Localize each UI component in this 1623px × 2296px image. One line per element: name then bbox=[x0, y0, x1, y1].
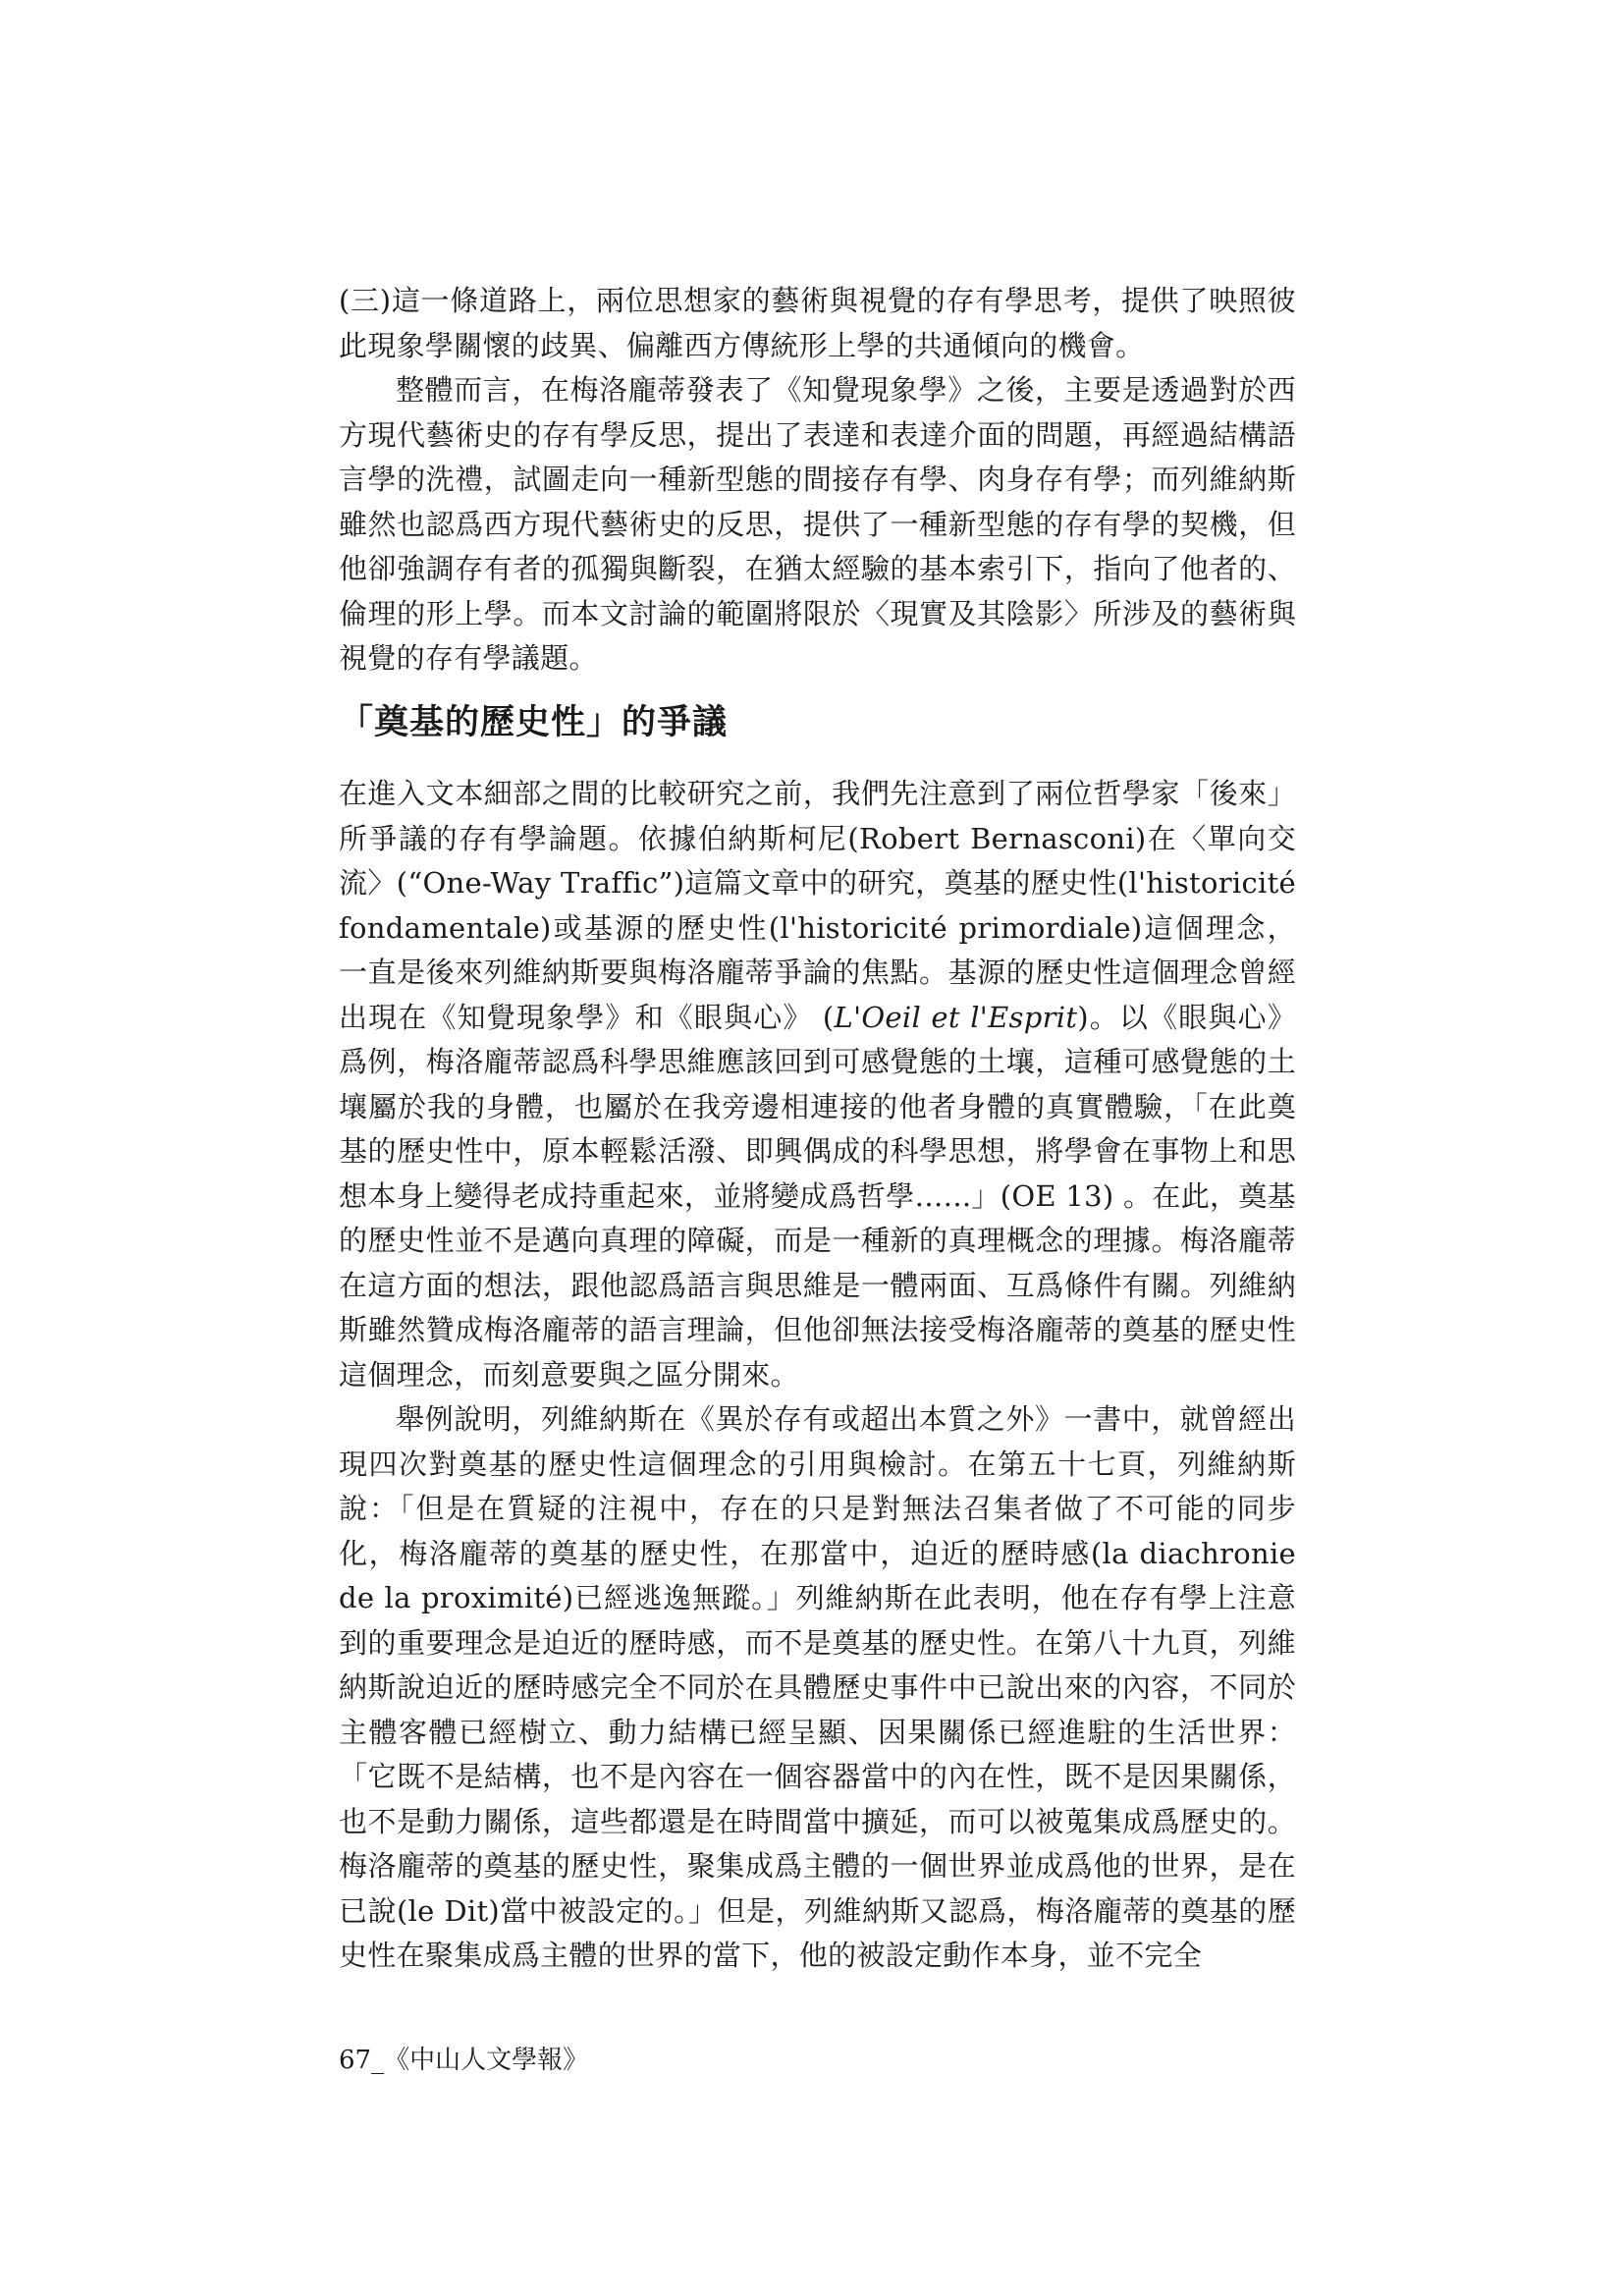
section-text-block bbox=[339, 772, 1296, 1979]
paragraph bbox=[339, 772, 1296, 1397]
intro-text-block bbox=[339, 279, 1296, 682]
paragraph-text: )。以《眼與心》爲例，梅洛龐蒂認爲科學思維應該回到可感覺態的土壤，這種可感覺態的土壤屬於我的身體，也屬於在我旁邊相連接的他者身體的真實體驗，「在此奠基的歷史性中，原本輕鬆活潑、即興偶成的科學思想，將學會在事物上和思想本身上變得老成持重起來，並將變成爲哲學…...」(OE 13) 。在此，奠基的歷史性並不是邁向真理的障礙，而是一種新的真理概念的理據。梅洛龐蒂在這方面的想法，跟他認爲語言與思維是一體兩面、互爲條件有關。列維納斯雖然贊成梅洛龐蒂的語言理論，但他卻無法接受梅洛龐蒂的奠基的歷史性這個理念，而刻意要與之區分開來。 bbox=[339, 1000, 1297, 1392]
paragraph: (三)這一條道路上，兩位思想家的藝術與視覺的存有學思考，提供了映照彼此現象學關懷的歧異、偏離西方傳統形上學的共通傾向的機會。 bbox=[339, 284, 1296, 362]
paragraph: 整體而言，在梅洛龐蒂發表了《知覺現象學》之後，主要是透過對於西方現代藝術史的存有學反思，提出了表達和表達介面的問題，再經過結構語言學的洗禮，試圖走向一種新型態的間接存有學、肉身存有學；而列維納斯雖然也認爲西方現代藝術史的反思，提供了一種新型態的存有學的契機，但他卻強調存有者的孤獨與斷裂，在猶太經驗的基本索引下，指向了他者的、倫理的形上學。而本文討論的範圍將限於〈現實及其陰影〉所涉及的藝術與視覺的存有學議題。 bbox=[339, 373, 1296, 675]
paragraph-text: 在進入文本細部之間的比較研究之前，我們先注意到了兩位哲學家「後來」所爭議的存有學論題。依據伯納斯柯尼(Robert Bernasconi)在〈單向交流〉(“One-Way Traffic”)這篇文章中的研究，奠基的歷史性(l'historicité fondamentale)或基源的歷史性(l'historicité primordiale)這個理念，一直是後來列維納斯要與梅洛龐蒂爭論的焦點。基源的歷史性這個理念曾經出現在《知覺現象學》和《眼與心》 ( bbox=[339, 777, 1296, 1034]
paragraph: 舉例說明，列維納斯在《異於存有或超出本質之外》一書中，就曾經出現四次對奠基的歷史性這個理念的引用與檢討。在第五十七頁，列維納斯說：「但是在質疑的注視中，存在的只是對無法召集者做了不可能的同步化，梅洛龐蒂的奠基的歷史性，在那當中，迫近的歷時感(la diachronie de la proximité)已經逃逸無蹤。」列維納斯在此表明，他在存有學上注意到的重要理念是迫近的歷時感，而不是奠基的歷史性。在第八十九頁，列維納斯說迫近的歷時感完全不同於在具體歷史事件中已說出來的內容，不同於主體客體已經樹立、動力結構已經呈顯、因果關係已經進駐的生活世界：「它既不是結構，也不是內容在一個容器當中的內在性，既不是因果關係，也不是動力關係，這些都還是在時間當中擴延，而可以被蒐集成爲歷史的。梅洛龐蒂的奠基的歷史性，聚集成爲主體的一個世界並成爲他的世界，是在已說(le Dit)當中被設定的。」但是，列維納斯又認爲，梅洛龐蒂的奠基的歷史性在聚集成爲主體的世界的當下，他的被設定動作本身，並不完全 bbox=[339, 1402, 1296, 1972]
italic-title: L'Oeil et l'Esprit bbox=[834, 1000, 1078, 1034]
page-footer: 67_《中山人文學報》 bbox=[339, 2046, 589, 2075]
section-heading: 「奠基的歷史性」的爭議 bbox=[339, 703, 729, 742]
